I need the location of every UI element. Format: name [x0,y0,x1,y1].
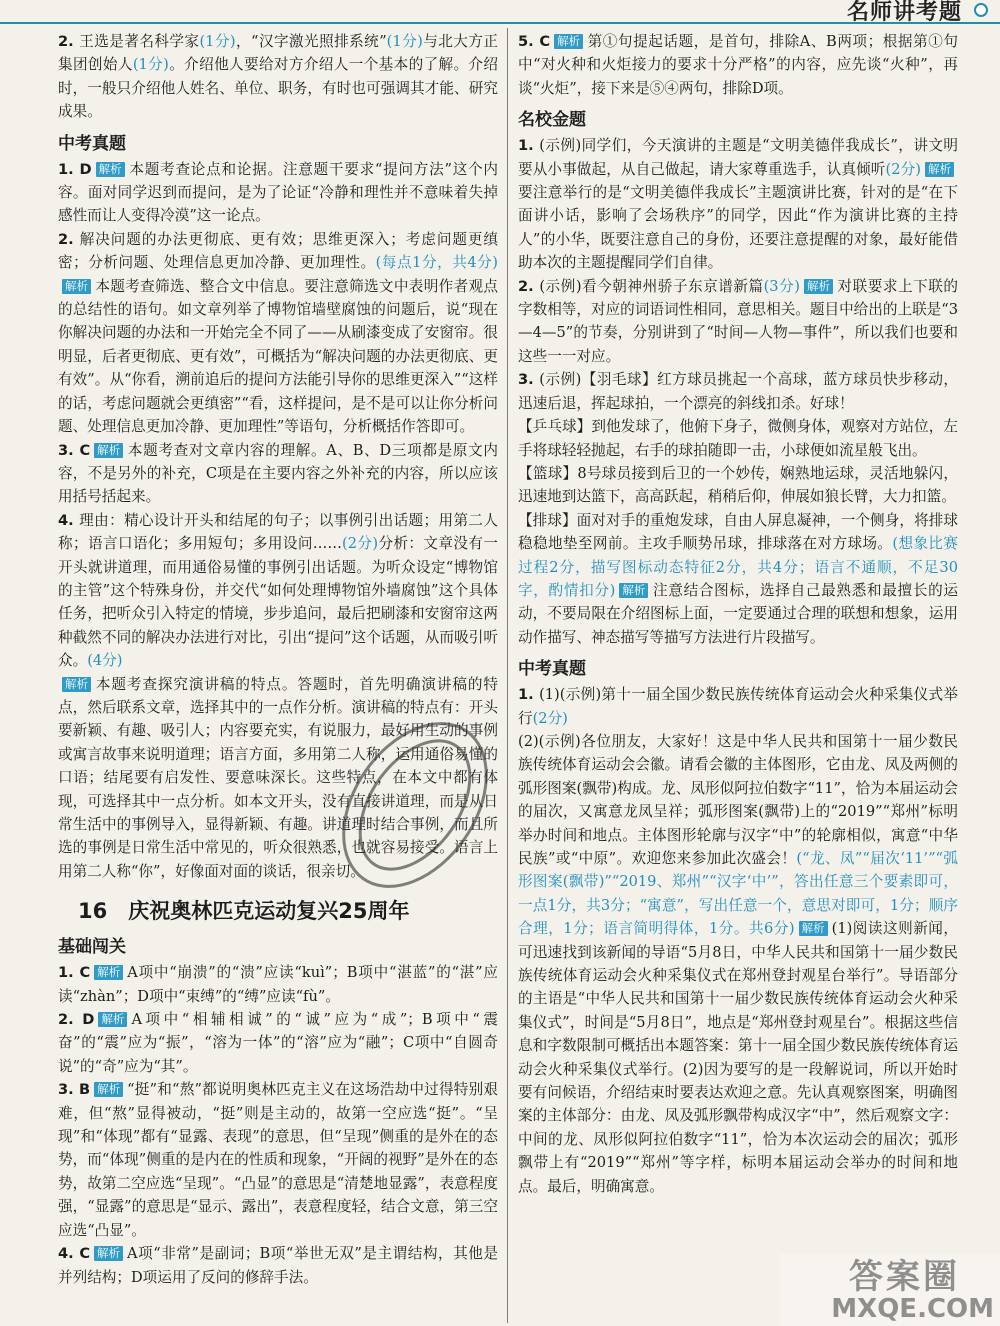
item-number: 3. B [58,1081,91,1099]
answer-item [58,1008,498,1078]
score-note: (1分) [199,33,236,50]
answer-text: 本题考查探究演讲稿的特点。答题时，首先明确演讲稿的特点，然后联系文章，选择其中的一点作分析。演讲稿的特点有：开头要新颖、有趣、吸引人；内容要充实，有说服力，最好用生动的事例或寓言故事来说明道理；语言方面，多用第二人称，运用通俗易懂的口语；结尾要有启发性、要意味深长。这些特点，在本文中都有体现，可选择其中一点分析。如本文开头，没有直接讲道理，而是从日常生活中的事例导入，显得新颖、有趣。讲道理时结合事例，而且所选的事例是日常生活中常见的，听众很熟悉，也就容易接受。语言上用第二人称“你”，好像面对面的谈话，很亲切。 [58,675,498,880]
answer-item [58,1242,498,1289]
score-note: (2分) [885,160,921,178]
analysis-tag: 解析 [925,162,954,177]
answer-item [518,683,958,730]
item-number: 3. C [58,441,91,459]
answer-item [518,275,958,369]
answer-text: (1)阅读这则新闻，可迅速找到该新闻的导语“5月8日，中华人民共和国第十一届少数民族传统体育运动会火种采集仪式在郑州登封观星台举行”。导语部分的主语是“中华人民共和国第十一届少数民族传统体育运动会火种采集仪式”，时间是“5月8日”，地点是“郑州登封观星台”。根据这些信息和字数限制可概括出本题答案：第十一届全国少数民族传统体育运动会火种采集仪式举行。(2)因为要写的是一段解说词，所以开始时要有问候语，介绍结束时要表达欢迎之意。先认真观察图案，明确图案的主体部分：由龙、凤及弧形飘带构成汉字“中”，然后观察文字：中间的龙、凤形似阿拉伯数字“11”，恰为本次运动会的届次；弧形飘带上有“2019”“郑州”等字样，标明本届运动会举办的时间和地点。最后，明确寓意。 [518,920,958,1195]
answer-text: 王选是著名科学家 [79,33,200,50]
answer-text: (示例)同学们，今天演讲的主题是“文明美德伴我成长”，讲文明要从小事做起，从自己做起，请大家尊重选手，认真倾听 [518,137,959,178]
analysis-tag: 解析 [62,279,91,294]
item-number: 3. [518,371,540,389]
answer-text: 。介绍他人要给对方介绍人一个基本的了解。介绍时，一般只介绍他人姓名、单位、职务，有时也可强调其才能、研究成果。 [58,56,498,121]
answer-text: A项中“相辅相诚”的“诚”应为“成”；B项中“震奋”的“震”应为“振”，“溶为一体”的“溶”应为“融”；C项中“自圆奇说”的“奇”应为“其”。 [58,1011,498,1075]
answer-text: 【排球】面对对手的重炮发球，自由人屏息凝神，一个侧身，将排球稳稳地垫至网前。主攻手顺势吊球，排球落在对方球场。 [518,511,958,553]
analysis-tag: 解析 [799,921,828,936]
analysis-tag: 解析 [62,677,91,692]
answer-text: 分析：文章没有一开头就讲道理，而用通俗易懂的事例引出话题。为听众设定“博物馆的主管”这个特殊身份，并交代“如何处理博物馆外墙腐蚀”这个具体任务，把听众引入特定的情境，步步追问，最后把刷漆和安窗帘这两种截然不同的解决办法进行对比，引出“提问”这个话题，从而吸引听众。 [58,535,498,670]
item-number: 1. D [58,160,92,178]
item-number: 2. [58,230,80,248]
chapter-title: 16 庆祝奥林匹克运动复兴25周年 [78,899,410,924]
watermark-line-2: MXQE.COM [831,1294,994,1324]
analysis-tag: 解析 [98,1012,127,1027]
section-title: 中考真题 [58,133,126,154]
answer-text: 本题考查对文章内容的理解。A、B、D三项都是原文内容，不是另外的补充，C项是在主要内容之外补充的内容，所以应该用括号括起来。 [58,441,498,506]
answer-item [58,1078,498,1242]
section-title: 基础闯关 [58,937,126,958]
answer-item [518,30,958,100]
analysis-tag: 解析 [94,1082,123,1097]
right-column [518,30,958,1198]
answer-text: A项中“崩溃”的“溃”应读“kuì”；B项中“湛蓝”的“湛”应读“zhàn”；D项中“束缚”的“缚”应读“fù”。 [58,964,498,1005]
answer-item [58,228,498,439]
analysis-tag: 解析 [96,162,125,177]
score-note: (“龙、凤”“届次‘11’”“弧形图案(飘带)”“2019、郑州”“汉字‘中’”，答出任意三个要素即可，一点1分，共3分；“寓意”，写出任意一个，意思对即可，1分；顺序合理，1分；语言简明得体，1分。共6分) [518,850,958,938]
answer-text: 本题考查筛选、整合文中信息。要注意筛选文中表明作者观点的总结性的语句。如文章列举了博物馆墙壁腐蚀的问题后，说“现在你解决问题的办法和一开始完全不同了——从刷漆变成了安窗帘。很明显，后者更彻底、更有效”，可概括为“解决问题的办法更彻底、更有效”。从“你看，溯前追后的提问方法能引导你的思维更深入”“这样的话，考虑问题就会更缜密”“看，这样提问，是不是可以让你分析问题、处理信息更加冷静、更加理性”等语句，分析概括作答即可。 [58,277,498,436]
item-number: 4. [58,511,80,529]
answer-item [58,673,498,884]
site-watermark [780,1254,1000,1326]
score-note: (3分) [763,277,800,295]
answer-item [58,509,498,673]
answer-text: 与北大方正集团创始人 [58,33,498,74]
item-number: 2. D [58,1011,95,1029]
analysis-tag: 解析 [94,965,123,980]
analysis-tag: 解析 [94,1246,123,1261]
answer-item [58,961,498,1008]
item-number: 1. [518,137,540,155]
item-number: 1. [518,686,540,704]
answer-text: (示例)【羽毛球】红方球员挑起一个高球，蓝方球员快步移动，迅速后退，挥起球拍，一个漂亮的斜线扣杀。好球！ [518,371,959,412]
answer-item [518,415,958,462]
answer-text: 【篮球】8号球员接到后卫的一个妙传，娴熟地运球，灵活地躲闪，迅速地到达篮下，高高跃起，稍稍后仰，伸展如狼长臂，大力扣篮。 [518,464,958,506]
score-note: (每点1分，共4分) [375,254,498,272]
answer-text: “挺”和“熬”都说明奥林匹克主义在这场浩劫中过得特别艰难，但“熬”显得被动，“挺”则是主动的，故第一空应选“挺”。“呈现”和“体现”都有“显露、表现”的意思，但“呈现”侧重的是外在的态势，而“体现”侧重的是内在的性质和现象，“开阔的视野”是外在的态势，故第二空应选“呈现”。“凸显”的意思是“清楚地显露”，表意程度强，“显露”的意思是“显示、露出”，表意程度轻，结合文意，第三空应选“凸显”。 [58,1081,498,1239]
header-title: 名师讲考题 [846,0,962,25]
answer-item [58,30,498,124]
item-number: 5. C [518,33,551,50]
answer-item [518,730,958,1198]
section-title: 名校金题 [518,110,586,131]
answer-item [518,134,958,274]
watermark-line-1: 答案圈 [849,1257,960,1297]
answer-item [518,509,958,649]
item-number: 4. C [58,1245,91,1263]
answer-item [518,368,958,415]
answer-item [58,158,498,228]
answer-item [518,462,958,509]
analysis-tag: 解析 [804,279,833,294]
answer-text: (2)(示例)各位朋友，大家好！这是中华人民共和国第十一届少数民族传统体育运动会会徽。请看会徽的主体图形，它由龙、凤及两侧的弧形图案(飘带)构成。龙、凤形似阿拉伯数字“11”，恰为本届运动会的届次，又寓意龙凤呈祥；弧形图案(飘带)上的“2019”“郑州”标明举办时间和地点。主体图形轮廓与汉字“中”的轮廓相似，寓意“中华民族”或“中原”。欢迎您来参加此次盛会！ [518,732,958,867]
score-note: (2分) [532,709,568,727]
answer-text: (1)(示例)第十一届全国少数民族传统体育运动会火种采集仪式举行 [518,686,959,727]
header-ring-icon [974,3,988,17]
left-column [58,30,498,1289]
item-number: 1. C [58,964,91,982]
score-note: (想象比赛过程2分，描写图标动态特征2分，共4分；语言不通顺，不足30字，酌情扣分) [518,535,958,599]
column-divider [507,28,508,1323]
answer-text: 第①句提起话题，是首句，排除A、B两项；根据第①句中“对火种和火炬接力的要求十分严格”的内容，应先谈“火种”，再谈“火炬”，接下来是⑤④两句，排除D项。 [518,33,958,97]
analysis-tag: 解析 [94,443,123,458]
item-number: 2. [58,33,80,50]
score-note: (2分) [342,535,379,553]
score-note: (4分) [87,652,123,670]
item-number: 2. [518,277,540,295]
answer-text: 对联要求上下联的字数相等，对应的词语词性相同，意思相关。题目中给出的上联是“3—4—5”的节奏，分别讲到了“时间—人物—事件”，所以我们也要和这些一一对应。 [518,277,958,365]
answer-text: 【乒乓球】到他发球了，他俯下身子，微侧身体，观察对方站位，左手将球轻轻抛起，右手的球拍随即一击，小球便如流星般飞出。 [518,418,958,459]
score-note: (1分) [386,33,423,50]
score-note: (1分) [132,56,169,74]
answer-text: A项“非常”是副词；B项“举世无双”是主谓结构，其他是并列结构；D项运用了反问的修辞手法。 [58,1245,498,1286]
answer-text: 注意结合图标，选择自己最熟悉和最擅长的运动，不要局限在介绍图标上面，一定要通过合理的联想和想象，运用动作描写、神态描写等描写方法进行片段描写。 [518,581,958,646]
analysis-tag: 解析 [619,583,648,598]
answer-text: 理由：精心设计开头和结尾的句子；以事例引出话题；用第二人称；语言口语化；多用短句；多用设问…… [58,511,498,553]
answer-text: 本题考查论点和论据。注意题干要求“提问方法”这个内容。面对同学迟到而提问，是为了论证“冷静和理性并不意味着失掉感性而让人变得冷漠”这一论点。 [58,160,498,225]
answer-text: (示例)看今朝神州骄子东京谱新篇 [539,277,764,295]
page-header [0,0,1000,24]
answer-item [58,439,498,509]
answer-text: 解决问题的办法更彻底、更有效；思维更深入；考虑问题更缜密；分析问题、处理信息更加冷静、更加理性。 [58,230,498,272]
answer-text: ，“汉字激光照排系统” [235,33,387,50]
section-title: 中考真题 [518,659,586,680]
analysis-tag: 解析 [554,34,583,49]
answer-text: 要注意举行的是“文明美德伴我成长”主题演讲比赛，针对的是“在下面讲小话，影响了会场秩序”的同学，因此“作为演讲比赛的主持人”的小华，既要注意自己的身份，还要注意提醒的对象，最好能借助本次的主题提醒同学们自律。 [518,184,958,272]
